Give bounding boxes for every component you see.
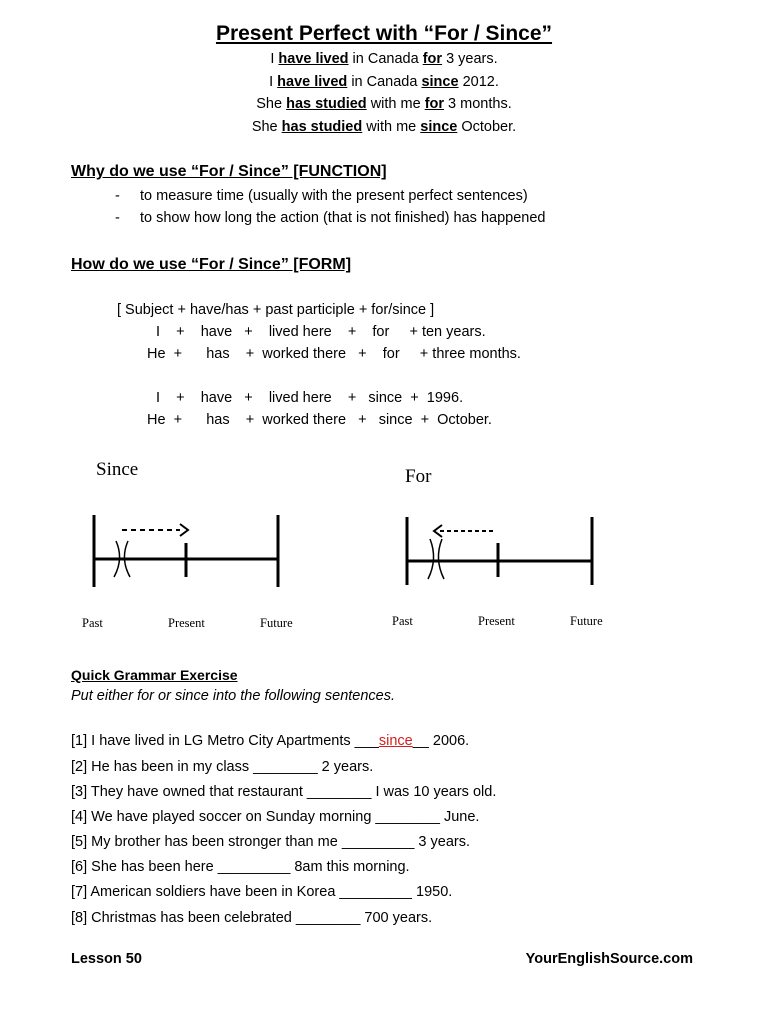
exercise-item-6: [6] She has been here _________ 8am this morning.: [71, 859, 410, 875]
for-label-present: Present: [478, 614, 515, 628]
for-label-future: Future: [570, 614, 603, 628]
for-start-x-mark: [428, 539, 444, 579]
example-sentence-1: I have lived in Canada for 3 years.: [270, 51, 498, 67]
form-example-1: I + have + lived here + for + ten years.: [156, 324, 486, 340]
exercise-item-8: [8] Christmas has been celebrated ________ 700 years.: [71, 910, 433, 926]
function-heading: Why do we use “For / Since” [FUNCTION]: [71, 163, 387, 180]
example-sentence-4: She has studied with me since October.: [251, 119, 517, 135]
exercise-instruction: Put either for or since into the following sentences.: [71, 688, 396, 704]
exercise-title: Quick Grammar Exercise: [71, 667, 238, 683]
form-pattern: [ Subject + have/has + past participle + for/since ]: [117, 302, 435, 318]
exercise-item-7: [7] American soldiers have been in Korea _________ 1950.: [71, 884, 453, 900]
footer-lesson: Lesson 50: [71, 951, 142, 967]
since-arrow-head: [180, 524, 188, 536]
form-example-4: He + has + worked there + since + October.: [147, 412, 492, 428]
exercise-answer: since: [378, 733, 413, 749]
exercise-item-5: [5] My brother has been stronger than me _________ 3 years.: [71, 834, 470, 850]
function-point-2: - to show how long the action (that is not finished) has happened: [115, 210, 546, 226]
form-example-3: I + have + lived here + since + 1996.: [156, 390, 464, 406]
since-label-present: Present: [168, 616, 205, 630]
exercise-item-3: [3] They have owned that restaurant ________ I was 10 years old.: [71, 784, 497, 800]
footer-website: YourEnglishSource.com: [525, 951, 693, 967]
exercise-item-1: [1] I have lived in LG Metro City Apartments ___since__ 2006.: [71, 733, 470, 749]
for-diagram-title: For: [405, 466, 432, 487]
since-label-future: Future: [260, 616, 293, 630]
since-timeline: [80, 505, 300, 595]
exercise-item-4: [4] We have played soccer on Sunday morning ________ June.: [71, 809, 480, 825]
example-sentence-2: I have lived in Canada since 2012.: [269, 74, 499, 90]
for-timeline: [392, 505, 612, 595]
example-sentence-3: She has studied with me for 3 months.: [256, 96, 512, 112]
page-title: Present Perfect with “For / Since”: [215, 22, 553, 45]
exercise-item-2: [2] He has been in my class ________ 2 years.: [71, 759, 374, 775]
for-label-past: Past: [392, 614, 413, 628]
function-point-1: - to measure time (usually with the present perfect sentences): [115, 188, 528, 204]
form-heading: How do we use “For / Since” [FORM]: [71, 256, 352, 273]
since-label-past: Past: [82, 616, 103, 630]
form-example-2: He + has + worked there + for + three months.: [147, 346, 521, 362]
since-diagram-title: Since: [96, 459, 139, 480]
